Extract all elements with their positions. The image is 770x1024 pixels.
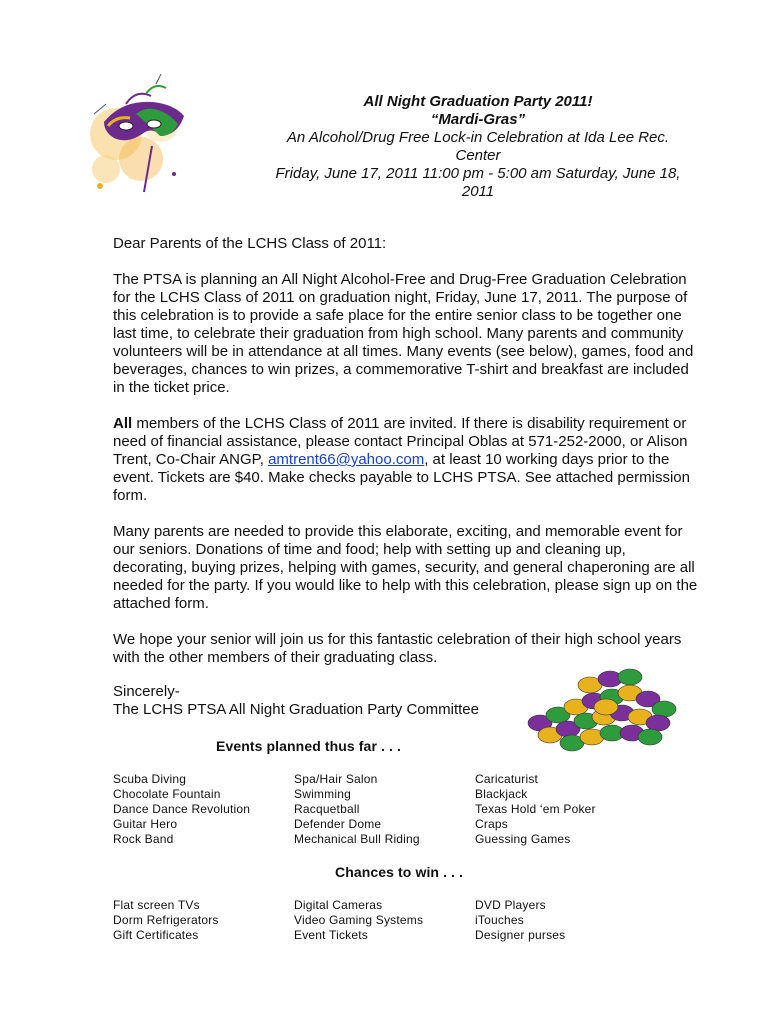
- contact-email-link[interactable]: amtrent66@yahoo.com: [268, 451, 425, 468]
- event-datetime: Friday, June 17, 2011 11:00 pm - 5:00 am Saturday, June 18,: [275, 165, 681, 182]
- list-item: iTouches: [475, 913, 524, 927]
- letter-body: [113, 235, 698, 685]
- list-item: Craps: [475, 817, 509, 831]
- list-item: Guitar Hero: [113, 817, 178, 831]
- mardi-gras-mask-image: [86, 74, 196, 200]
- paragraph-2-text-a: members of the LCHS Class of 2011 are invited. If there is disability requirement or need of financial assistance, please contact Principal Oblas at 571-252-2000, or Alison Trent, Co-Chair ANGP,: [113, 415, 688, 468]
- event-datetime-cont: 2011: [461, 183, 495, 200]
- event-description-cont: Center: [455, 147, 501, 164]
- list-item: Texas Hold ‘em Poker: [475, 802, 596, 816]
- paragraph-2-bold: All: [113, 415, 133, 432]
- events-section-title: Events planned thus far . . .: [216, 738, 401, 754]
- paragraph-2: [113, 415, 698, 505]
- event-description: An Alcohol/Drug Free Lock-in Celebration at Ida Lee Rec.: [286, 129, 670, 146]
- event-theme: “Mardi-Gras”: [430, 111, 526, 128]
- list-item: Rock Band: [113, 832, 174, 846]
- chances-column-1: [113, 898, 219, 943]
- list-item: Event Tickets: [294, 928, 368, 942]
- signature: The LCHS PTSA All Night Graduation Party Committee: [113, 701, 479, 718]
- list-item: Mechanical Bull Riding: [294, 832, 420, 846]
- closing: Sincerely-: [113, 683, 180, 700]
- event-title: All Night Graduation Party 2011!: [363, 93, 593, 110]
- event-header: [262, 93, 694, 201]
- paragraph-1: The PTSA is planning an All Night Alcohol-Free and Drug-Free Graduation Celebration for the LCHS Class of 2011 on graduation night, Friday, June 17, 2011. The purpose of this celebration is to provide a safe place for the entire senior class to be together one last time, to celebrate their graduation from high school. Many parents and community volunteers will be in attendance at all times. Many events (see below), games, food and beverages, chances to win prizes, a commemorative T-shirt and breakfast are included in the ticket price.: [113, 271, 694, 396]
- events-column-3: [475, 772, 596, 847]
- list-item: Caricaturist: [475, 772, 539, 786]
- list-item: Gift Certificates: [113, 928, 199, 942]
- list-item: Spa/Hair Salon: [294, 772, 378, 786]
- events-column-2: [294, 772, 420, 847]
- list-item: Video Gaming Systems: [294, 913, 424, 927]
- list-item: Defender Dome: [294, 817, 382, 831]
- events-column-1: [113, 772, 250, 847]
- list-item: Chocolate Fountain: [113, 787, 221, 801]
- chances-column-2: [294, 898, 423, 943]
- salutation: Dear Parents of the LCHS Class of 2011:: [113, 235, 387, 252]
- list-item: Dance Dance Revolution: [113, 802, 251, 816]
- chances-column-3: [475, 898, 565, 943]
- list-item: Blackjack: [475, 787, 528, 801]
- list-item: Designer purses: [475, 928, 566, 942]
- list-item: Digital Cameras: [294, 898, 383, 912]
- mardi-gras-coins-image: [520, 663, 682, 755]
- list-item: DVD Players: [475, 898, 546, 912]
- signoff: [113, 683, 479, 719]
- paragraph-3: Many parents are needed to provide this elaborate, exciting, and memorable event for our seniors. Donations of time and food; help with setting up and cleaning up, decorating, buying prizes, helping with games, security, and general chaperoning are all needed for the party. If you would like to help with this celebration, please sign up on the attached form.: [113, 523, 698, 612]
- list-item: Dorm Refrigerators: [113, 913, 219, 927]
- list-item: Scuba Diving: [113, 772, 187, 786]
- list-item: Racquetball: [294, 802, 360, 816]
- paragraph-2-text-b: , at least 10 working days prior to the event. Tickets are $40. Make checks payable to LCHS PTSA. See attached permission form.: [113, 451, 690, 504]
- list-item: Swimming: [294, 787, 351, 801]
- paragraph-4: We hope your senior will join us for this fantastic celebration of their high school years with the other members of their graduating class.: [113, 631, 682, 666]
- list-item: Flat screen TVs: [113, 898, 200, 912]
- chances-section-title: Chances to win . . .: [335, 864, 464, 880]
- list-item: Guessing Games: [475, 832, 571, 846]
